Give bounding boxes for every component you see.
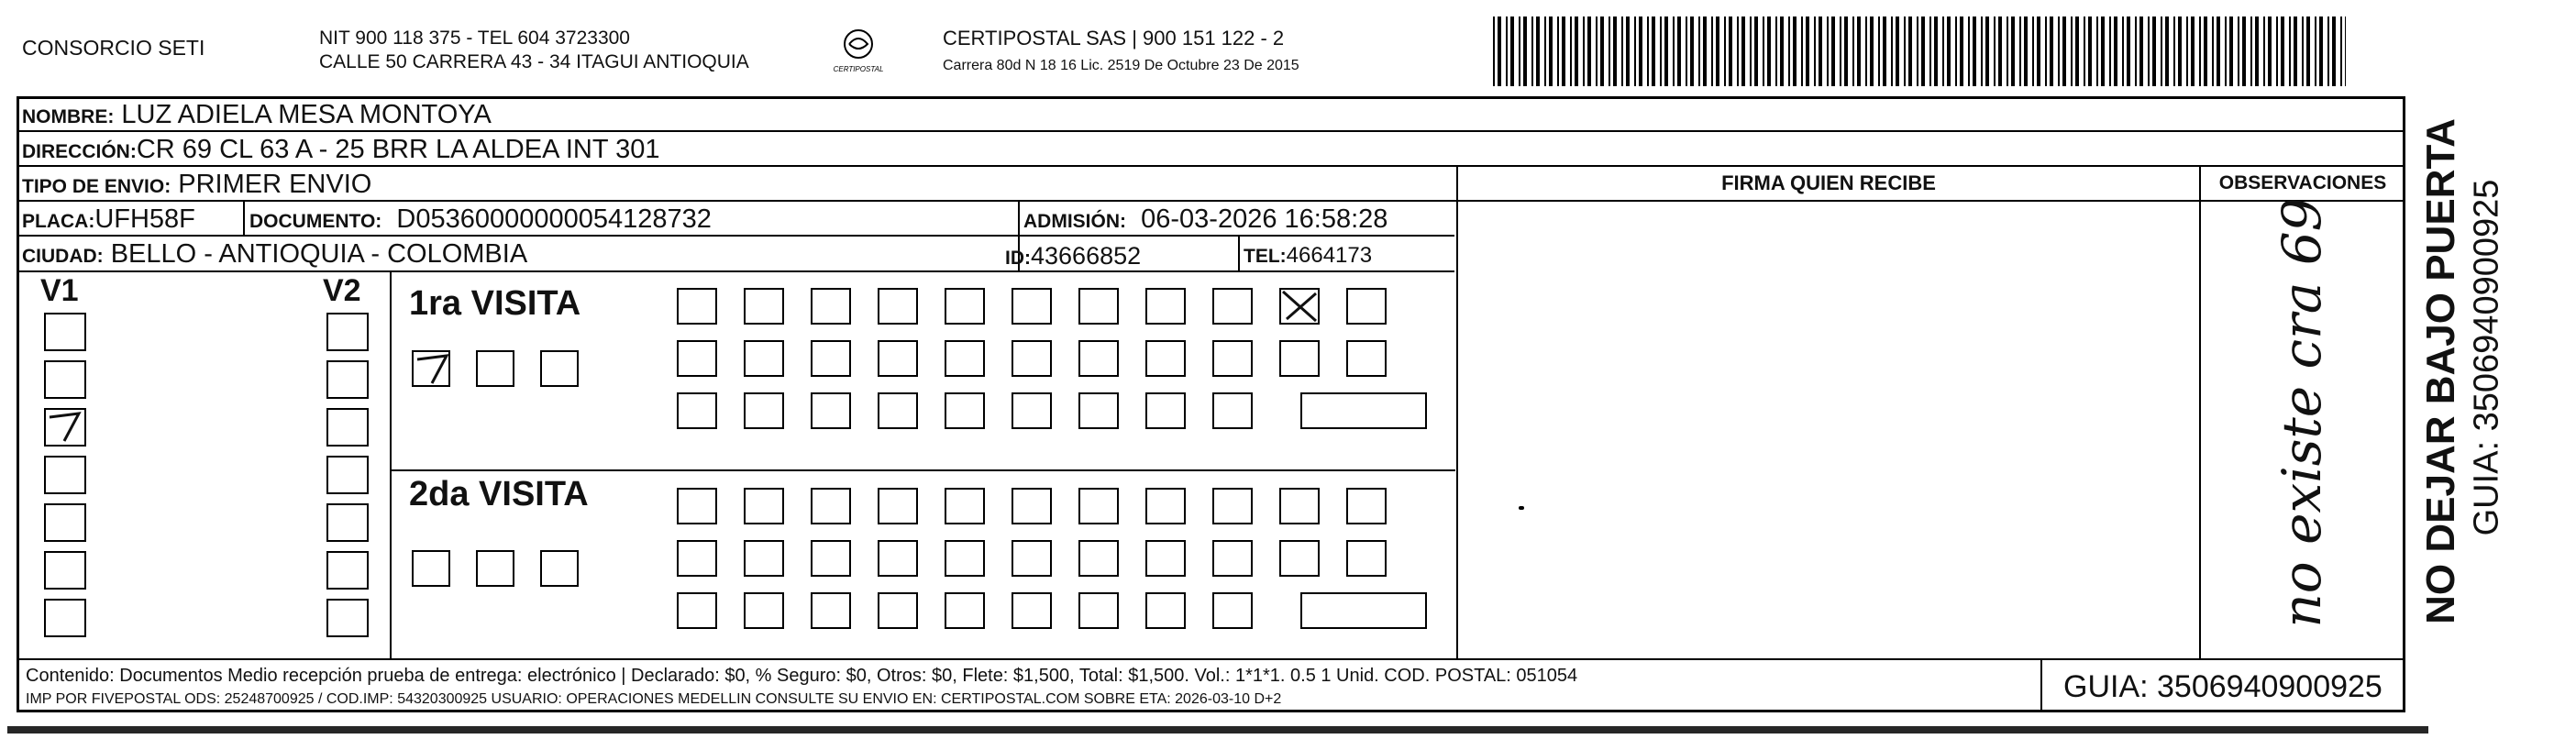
day-box [1279,540,1320,577]
bottom-border [7,726,2428,733]
day-box [811,340,851,377]
tipo-envio-value: PRIMER ENVIO [178,170,372,199]
v1-checkbox [44,551,86,590]
side-guia: GUIA: 3506940900925 [2467,179,2506,536]
day-box [1078,288,1119,325]
day-box [811,592,851,629]
day-box [1145,288,1186,325]
day-box [1078,540,1119,577]
v2-checkbox [326,360,369,399]
day-box [1012,488,1052,524]
no-dejar-bajo-puerta: NO DEJAR BAJO PUERTA [2418,118,2463,624]
v2-checkbox [326,551,369,590]
day-box [744,540,784,577]
nombre-value: LUZ ADIELA MESA MONTOYA [121,100,492,129]
day-box [1145,592,1186,629]
day-box [1078,592,1119,629]
id-value: 43666852 [1031,242,1142,270]
documento-value: D05360000000054128732 [396,204,712,234]
carrier-line: CERTIPOSTAL SAS | 900 151 122 - 2 [943,27,1285,50]
documento-field: DOCUMENTO: D05360000000054128732 [249,204,712,234]
day-box [677,340,717,377]
day-box [878,592,918,629]
month-checkbox [476,350,514,387]
day-box [945,488,985,524]
v1-checkbox [44,456,86,494]
day-box [811,540,851,577]
v1-checkbox [44,503,86,542]
day-box [878,488,918,524]
day-box [945,592,985,629]
v2-checkbox [326,456,369,494]
day-box [1145,488,1186,524]
month-checkbox [476,550,514,587]
day-box [1346,340,1387,377]
day-box [1212,488,1253,524]
day-box [878,288,918,325]
day-box [744,288,784,325]
footer-print-line: IMP POR FIVEPOSTAL ODS: 25248700925 / COD.IMP: 54320300925 USUARIO: OPERACIONES MEDELLIN CONSULTE SU ENVIO EN: CERTIPOSTAL.COM SOBRE ETA: 2026-03-10 D+2 [26,691,1282,707]
day-box [811,288,851,325]
month-checkbox [412,550,450,587]
day-box [945,340,985,377]
tel-field: TEL:4664173 [1244,243,1373,268]
day-box [945,540,985,577]
firma-header: FIRMA QUIEN RECIBE [1721,171,1936,194]
day-box [744,392,784,429]
day-box [811,488,851,524]
day-box [677,540,717,577]
day-box [1012,592,1052,629]
firma-mark [1519,506,1524,510]
day-box [1346,540,1387,577]
direccion-field: DIRECCIÓN:CR 69 CL 63 A - 25 BRR LA ALDEA INT 301 [22,135,660,164]
day-box [878,392,918,429]
day-box [1012,392,1052,429]
v2-checkbox [326,313,369,351]
day-box [811,392,851,429]
ciudad-field: CIUDAD: BELLO - ANTIOQUIA - COLOMBIA [22,239,528,269]
direccion-value: CR 69 CL 63 A - 25 BRR LA ALDEA INT 301 [136,135,660,164]
visit1-title: 1ra VISITA [409,284,581,323]
day-box [1012,340,1052,377]
visit2-title: 2da VISITA [409,475,589,513]
certipostal-logo [833,26,884,81]
day-box [1212,392,1253,429]
day-box [1279,340,1320,377]
v1-label: V1 [40,273,79,308]
day-box [1212,540,1253,577]
day-box [1078,340,1119,377]
day-box [744,340,784,377]
check-mark-icon [44,408,86,447]
month-checkbox [540,350,579,387]
license-line: Carrera 80d N 18 16 Lic. 2519 De Octubre 23 De 2015 [943,58,1299,73]
v2-checkbox [326,503,369,542]
ciudad-value: BELLO - ANTIOQUIA - COLOMBIA [110,239,528,269]
day-box [1145,392,1186,429]
day-box [1212,592,1253,629]
day-box [878,540,918,577]
day-box [1279,488,1320,524]
id-field: ID:43666852 [1005,242,1142,270]
day-box [945,288,985,325]
address-line: CALLE 50 CARRERA 43 - 34 ITAGUI ANTIOQUIA [319,51,749,72]
v2-label: V2 [323,273,361,308]
day-box [677,288,717,325]
day-box [878,340,918,377]
v1-checkbox [44,360,86,399]
day-box [1145,340,1186,377]
day-box [677,488,717,524]
placa-value: UFH58F [94,204,195,234]
company-name: CONSORCIO SETI [22,36,205,60]
day-box [744,488,784,524]
day-box [1012,540,1052,577]
nit-line: NIT 900 118 375 - TEL 604 3723300 [319,28,630,49]
time-box [1300,392,1427,429]
v1-checkbox [44,599,86,637]
day-box [677,392,717,429]
day-box [677,592,717,629]
day-box [1078,488,1119,524]
v2-checkbox [326,408,369,447]
tipo-envio-field: TIPO DE ENVIO: PRIMER ENVIO [22,170,372,199]
nombre-field: NOMBRE: LUZ ADIELA MESA MONTOYA [22,100,492,129]
day-box [1145,540,1186,577]
tel-value: 4664173 [1286,243,1373,268]
day-box [1346,288,1387,325]
observation-note: no existe cra 69 [2271,197,2333,628]
day-box [1346,488,1387,524]
day-box [1078,392,1119,429]
check-mark-icon [412,350,454,389]
cross-mark-icon [1279,288,1320,325]
time-box [1300,592,1427,629]
day-box [945,392,985,429]
month-checkbox [540,550,579,587]
day-box [1212,340,1253,377]
logo-text: CERTIPOSTAL [833,65,884,73]
day-box [1012,288,1052,325]
day-box [744,592,784,629]
v2-checkbox [326,599,369,637]
placa-field: PLACA:UFH58F [22,204,195,234]
admision-value: 06-03-2026 16:58:28 [1141,204,1388,234]
v1-checkbox [44,313,86,351]
footer-content-line: Contenido: Documentos Medio recepción prueba de entrega: electrónico | Declarado: $0, % Seguro: $0, Otros: $0, Flete: $1,500, Total: $1,500. Vol.: 1*1*1. 0.5 1 Unid. COD. POSTAL: 051054 [26,666,1578,686]
admision-field: ADMISIÓN: 06-03-2026 16:58:28 [1023,204,1388,234]
barcode [1493,17,2346,86]
observaciones-header: OBSERVACIONES [2218,172,2387,193]
footer-guia: GUIA: 3506940900925 [2063,669,2383,704]
day-box [1212,288,1253,325]
